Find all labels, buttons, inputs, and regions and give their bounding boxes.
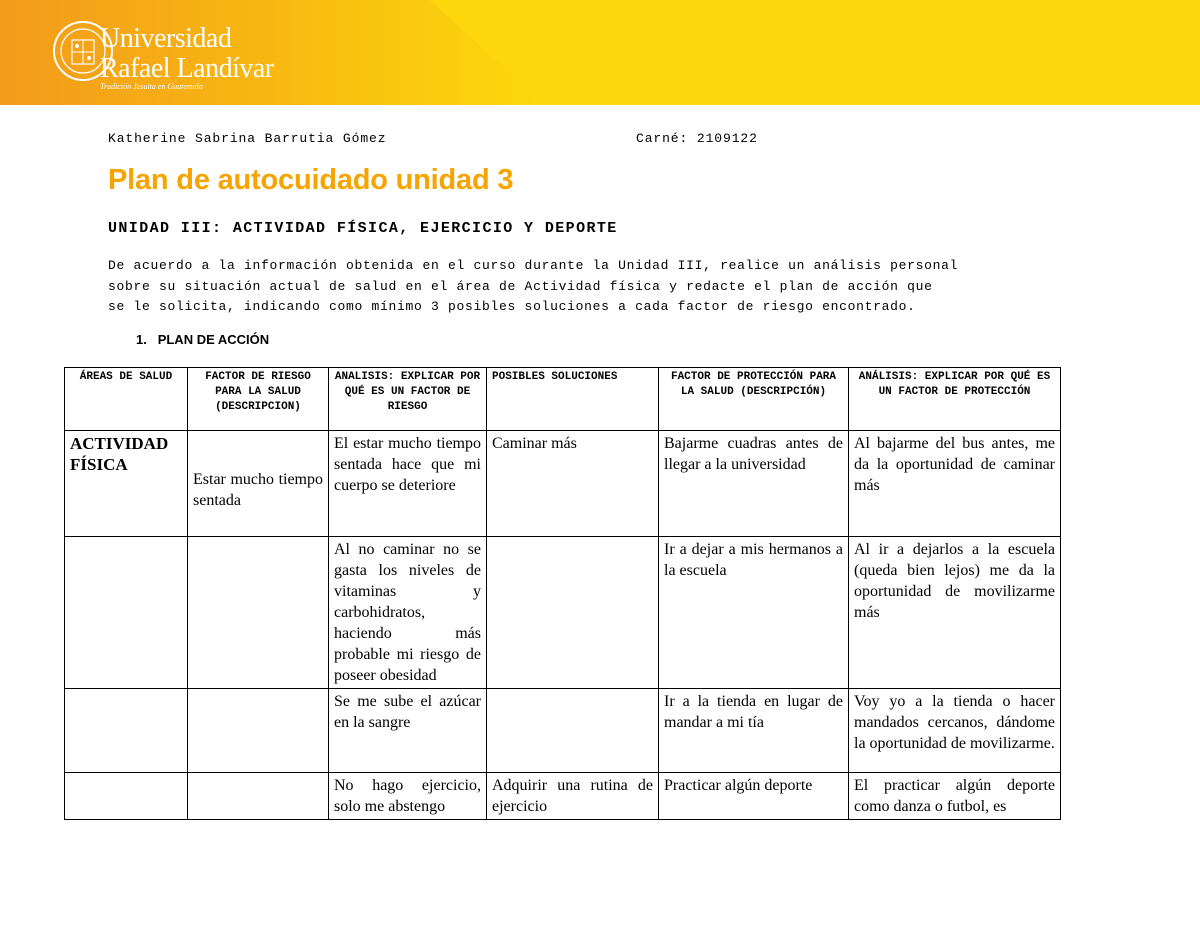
header-cell: ÁREAS DE SALUD: [65, 368, 188, 431]
table-row: [65, 689, 1061, 773]
university-logo: [52, 20, 352, 95]
solutions-cell: Adquirir una rutina de ejercicio: [487, 773, 659, 820]
analysis-cell: No hago ejercicio, solo me abstengo: [329, 773, 487, 820]
header-cell: FACTOR DE RIESGO PARA LA SALUD (DESCRIPCION): [188, 368, 329, 431]
analysis-cell: Al no caminar no se gasta los niveles de vitaminas y carbohidratos, haciendo más probable mi riesgo de poseer obesidad: [329, 537, 487, 689]
action-plan-table: [64, 367, 1061, 820]
protection-analysis-cell: El practicar algún deporte como danza o futbol, es: [849, 773, 1061, 820]
factor-cell: Estar mucho tiempo sentada: [188, 431, 329, 537]
solutions-cell: [487, 689, 659, 773]
factor-cell: [188, 537, 329, 689]
protection-cell: Ir a la tienda en lugar de mandar a mi tía: [659, 689, 849, 773]
student-name: Katherine Sabrina Barrutia Gómez: [108, 131, 387, 146]
protection-analysis-cell: Voy yo a la tienda o hacer mandados cercanos, dándome la oportunidad de movilizarme.: [849, 689, 1061, 773]
area-cell: [65, 689, 188, 773]
solutions-cell: [487, 537, 659, 689]
protection-analysis-cell: Al bajarme del bus antes, me da la oportunidad de caminar más: [849, 431, 1061, 537]
header-cell: POSIBLES SOLUCIONES: [487, 368, 659, 431]
protection-cell: Bajarme cuadras antes de llegar a la universidad: [659, 431, 849, 537]
table-row: [65, 537, 1061, 689]
section-label: PLAN DE ACCIÓN: [157, 332, 270, 347]
header-cell: ANALISIS: EXPLICAR POR QUÉ ES UN FACTOR DE RIESGO: [329, 368, 487, 431]
university-name-line1: Universidad: [100, 23, 232, 54]
section-number: 1.: [136, 332, 147, 347]
table-header-row: [65, 368, 1061, 431]
protection-analysis-cell: Al ir a dejarlos a la escuela (queda bien lejos) me da la oportunidad de movilizarme más: [849, 537, 1061, 689]
area-cell: [65, 537, 188, 689]
solutions-cell: Caminar más: [487, 431, 659, 537]
university-tagline: Tradición Jesuita en Guatemala: [100, 82, 203, 91]
university-name: [100, 24, 274, 84]
header-cell: FACTOR DE PROTECCIÓN PARA LA SALUD (DESCRIPCIÓN): [659, 368, 849, 431]
area-cell: ACTIVIDAD FÍSICA: [65, 431, 188, 537]
student-carne: Carné: 2109122: [636, 131, 758, 146]
protection-cell: Ir a dejar a mis hermanos a la escuela: [659, 537, 849, 689]
section-heading: [136, 332, 269, 347]
analysis-cell: El estar mucho tiempo sentada hace que mi cuerpo se deteriore: [329, 431, 487, 537]
university-name-line2: Rafael Landívar: [100, 53, 274, 84]
intro-paragraph: De acuerdo a la información obtenida en el curso durante la Unidad III, realice un análisis personal sobre su situación actual de salud en el área de Actividad física y redacte el plan de acción que se le solicita, indicando como mínimo 3 posibles soluciones a cada factor de riesgo encontrado.: [108, 258, 959, 314]
factor-cell: [188, 689, 329, 773]
table-row: [65, 773, 1061, 820]
protection-cell: Practicar algún deporte: [659, 773, 849, 820]
page-title: Plan de autocuidado unidad 3: [108, 164, 514, 196]
unit-heading: UNIDAD III: ACTIVIDAD FÍSICA, EJERCICIO Y DEPORTE: [108, 220, 618, 237]
header-banner: [0, 0, 1200, 105]
header-cell: ANÁLISIS: EXPLICAR POR QUÉ ES UN FACTOR DE PROTECCIÓN: [849, 368, 1061, 431]
factor-cell: [188, 773, 329, 820]
table-row: [65, 431, 1061, 537]
analysis-cell: Se me sube el azúcar en la sangre: [329, 689, 487, 773]
area-cell: [65, 773, 188, 820]
